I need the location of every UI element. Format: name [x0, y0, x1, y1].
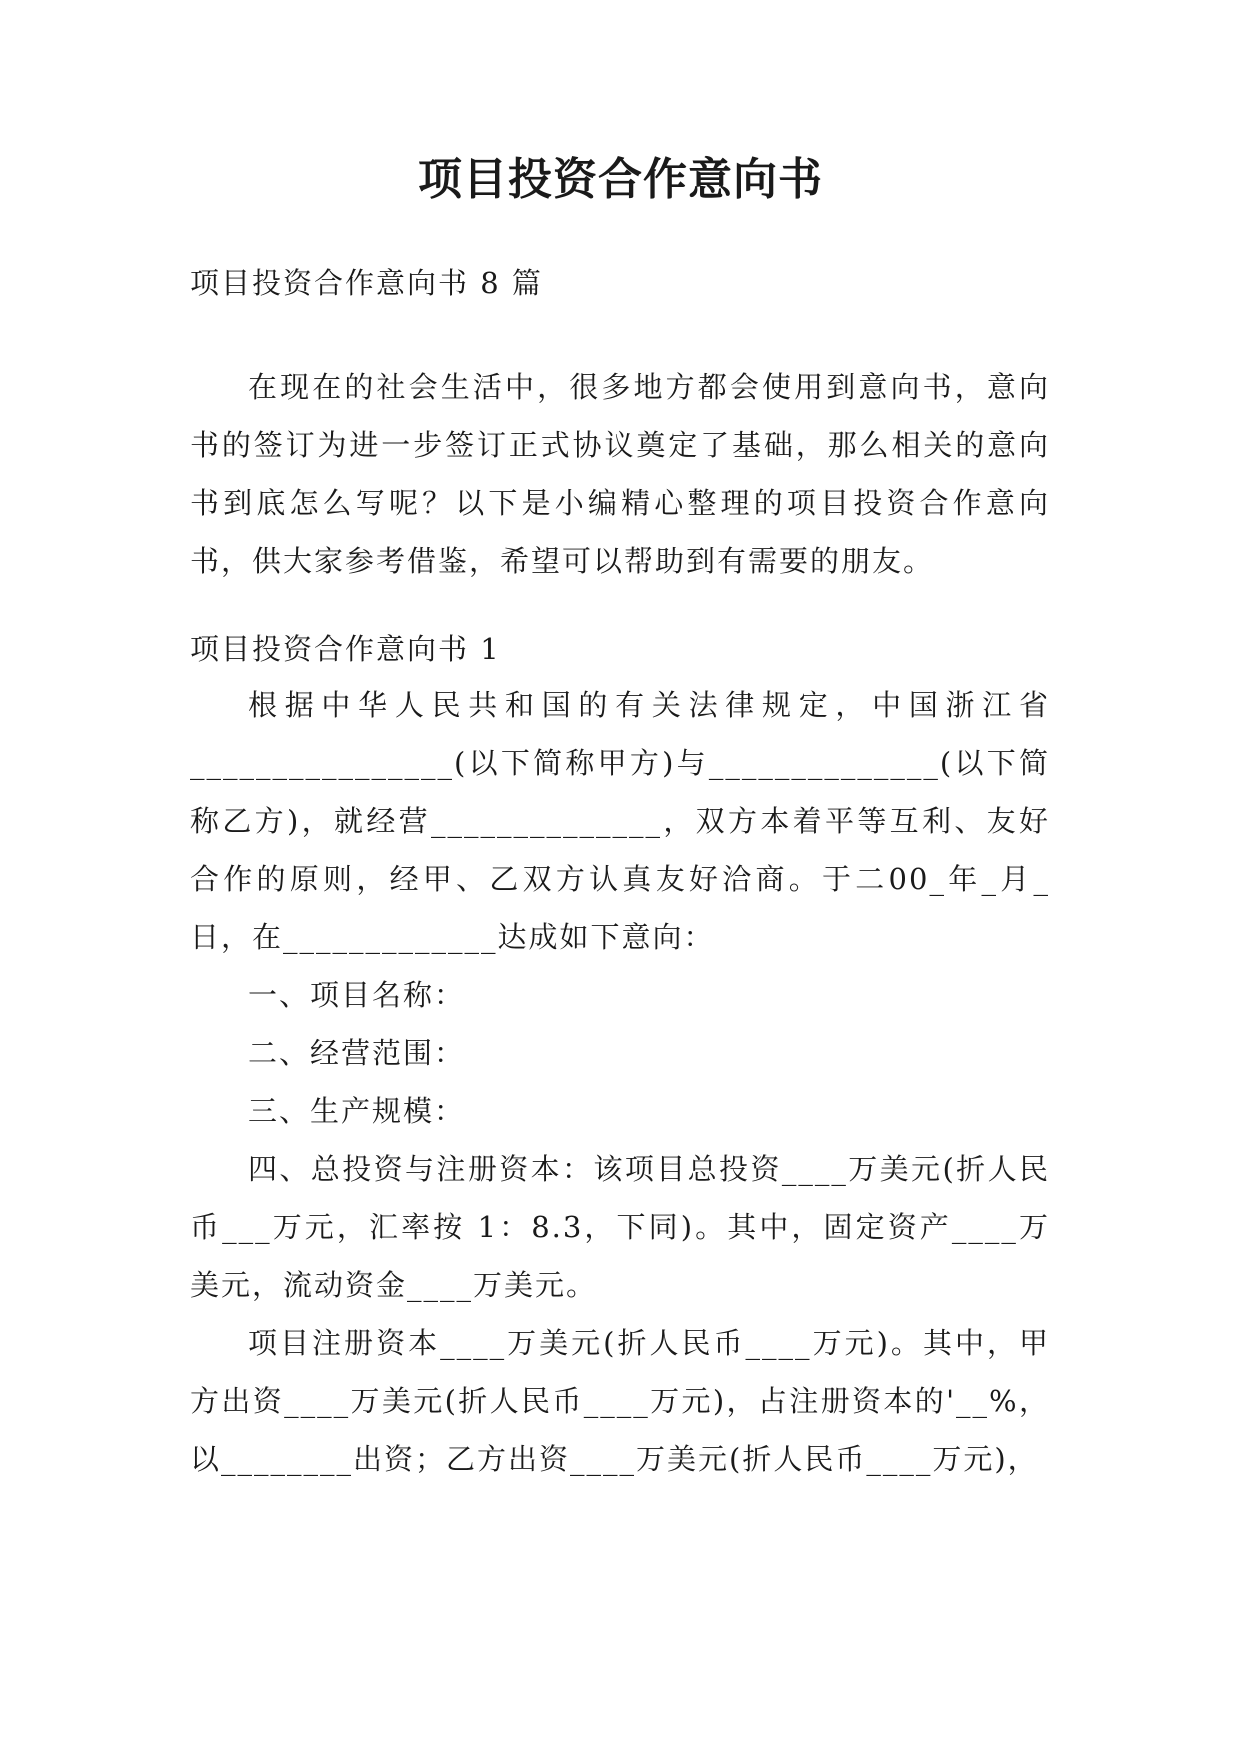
- clause-production-scale: 三、生产规模：: [248, 1094, 466, 1128]
- document-title: 项目投资合作意向书: [418, 154, 823, 205]
- clause-business-scope: 二、经营范围：: [248, 1036, 466, 1070]
- intro-paragraph: 在现在的社会生活中，很多地方都会使用到意向书，意向书的签订为进一步签订正式协议奠定了基础，那么相关的意向书到底怎么写呢？以下是小编精心整理的项目投资合作意向书，供大家参考借鉴，希望可以帮助到有需要的朋友。: [190, 370, 1050, 578]
- section-paragraph-2: 项目注册资本____万美元(折人民币____万元)。其中，甲方出资____万美元(折人民币____万元)，占注册资本的'__%，以________出资；乙方出资____万美元(折人民币____万元)，: [190, 1326, 1050, 1476]
- document-subtitle: 项目投资合作意向书 8 篇: [190, 266, 543, 300]
- section-body: [190, 676, 1050, 1488]
- clause-total-investment: 四、总投资与注册资本：该项目总投资____万美元(折人民币___万元，汇率按 1：8.3，下同)。其中，固定资产____万美元，流动资金____万美元。: [190, 1152, 1050, 1302]
- section-heading: 项目投资合作意向书 1: [190, 632, 501, 666]
- intro-section: [190, 358, 1050, 590]
- clause-project-name: 一、项目名称：: [248, 978, 466, 1012]
- section-paragraph-1: 根据中华人民共和国的有关法律规定，中国浙江省________________(以下简称甲方)与______________(以下简称乙方)，就经营______________，双方本着平等互利、友好合作的原则，经甲、乙双方认真友好洽商。于二00_年_月_日，在_____________达成如下意向：: [190, 688, 1050, 954]
